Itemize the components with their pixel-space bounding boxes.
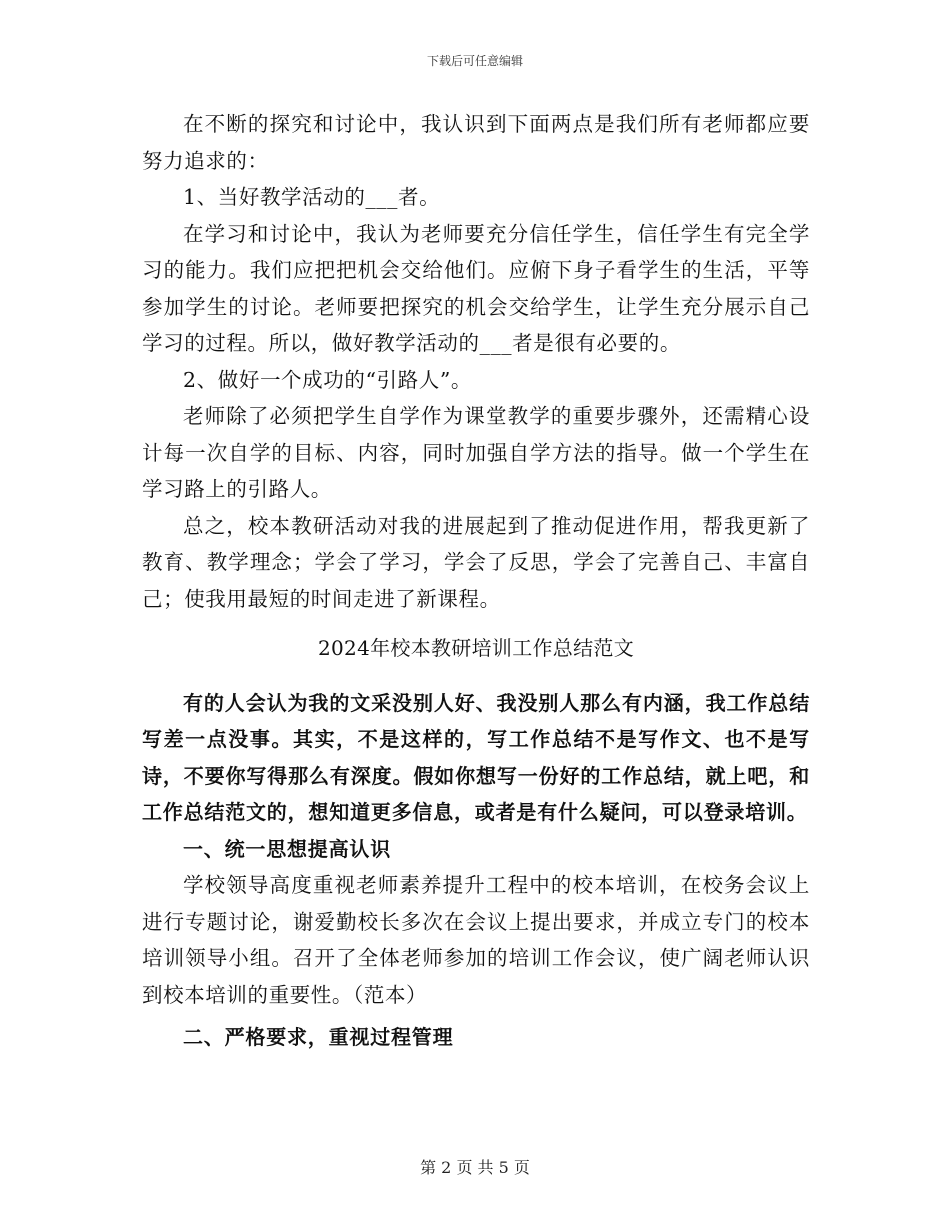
paragraph-intro: 在不断的探究和讨论中，我认识到下面两点是我们所有老师都应要努力追求的： — [142, 112, 810, 173]
section-heading-1: 一、统一思想提高认识 — [183, 836, 391, 861]
paragraph-conclusion: 总之，校本教研活动对我的进展起到了推动促进作用，帮我更新了教育、教学理念；学会了学习，学会了反思，学会了完善自己、丰富自己；使我用最短的时间走进了新课程。 — [142, 513, 810, 611]
paragraph-guide: 老师除了必须把学生自学作为课堂教学的重要步骤外，还需精心设计每一次自学的目标、内容，同时加强自学方法的指导。做一个学生在学习路上的引路人。 — [142, 404, 810, 501]
section-heading-2: 二、严格要求，重视过程管理 — [183, 1025, 454, 1049]
list-point-1: 1、当好教学活动的___者。 — [183, 185, 441, 209]
document-body — [142, 106, 810, 1056]
list-point-2: 2、做好一个成功的“引路人”。 — [183, 367, 473, 392]
page-footer: 第 2 页 共 5 页 — [420, 1158, 530, 1177]
paragraph-trust-students: 在学习和讨论中，我认为老师要充分信任学生，信任学生有完全学习的能力。我们应把把机会交给他们。应俯下身子看学生的生活，平等参加学生的讨论。老师要把探究的机会交给学生，让学生充分展示自己学习的过程。所以，做好教学活动的___者是很有必要的。 — [142, 221, 810, 355]
section-text-1: 学校领导高度重视老师素养提升工程中的校本培训，在校务会议上进行专题讨论，谢爱勤校长多次在会议上提出要求，并成立专门的校本培训领导小组。召开了全体老师参加的培训工作会议，使广阔老师认识到校本培训的重要性。（范本） — [142, 873, 810, 1007]
article-intro: 有的人会认为我的文采没别人好、我没别人那么有内涵，我工作总结写差一点没事。其实，不是这样的，写工作总结不是写作文、也不是写诗，不要你写得那么有深度。假如你想写一份好的工作总结，就上吧，和工作总结范文的，想知道更多信息，或者是有什么疑问，可以登录培训。 — [142, 690, 810, 824]
article-title: 2024年校本教研培训工作总结范文 — [318, 636, 634, 660]
page-header: 下载后可任意编辑 — [426, 54, 523, 68]
